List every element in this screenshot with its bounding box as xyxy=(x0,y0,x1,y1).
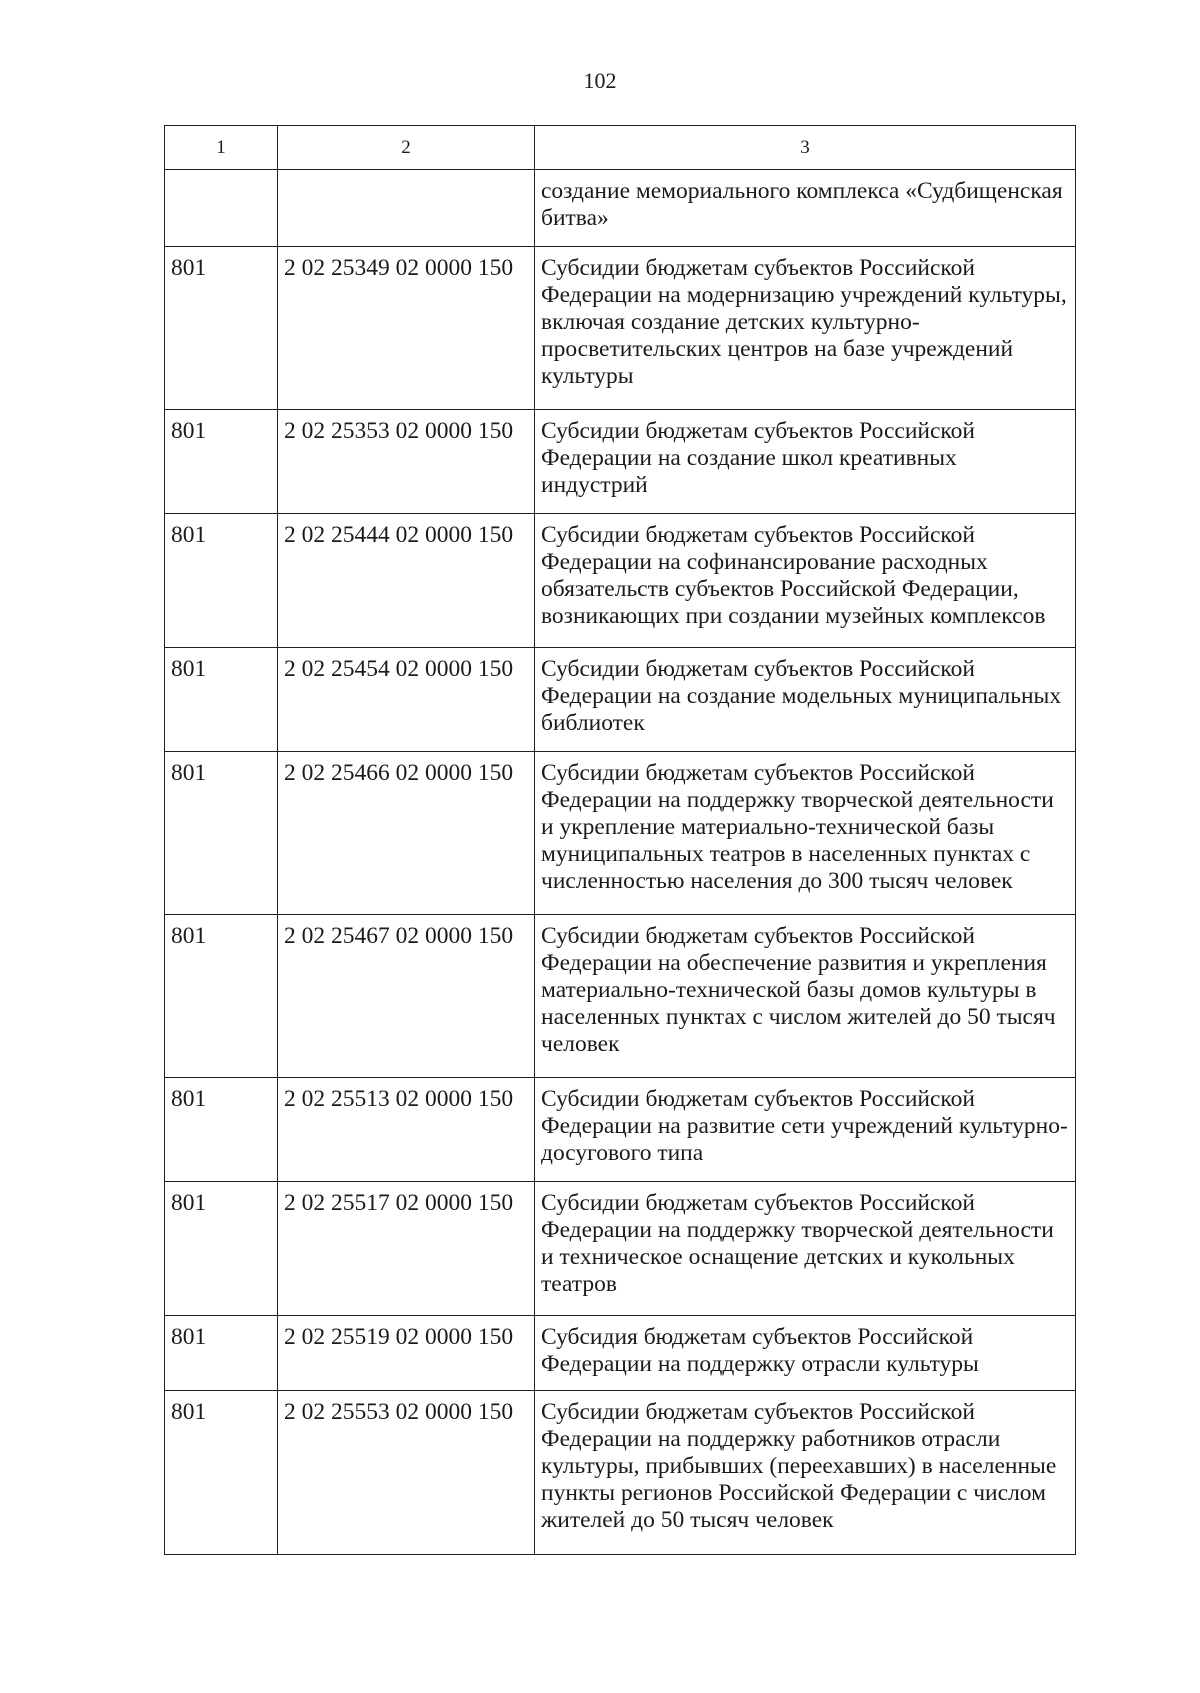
revenue-code-cell: 2 02 25466 02 0000 150 xyxy=(278,752,535,915)
column-header-1: 1 xyxy=(165,126,278,170)
revenue-code-cell: 2 02 25454 02 0000 150 xyxy=(278,648,535,752)
admin-code-cell: 801 xyxy=(165,1182,278,1316)
table-header-row xyxy=(165,126,1076,170)
admin-code-cell: 801 xyxy=(165,1316,278,1391)
description-cell: Субсидии бюджетам субъектов Российской Федерации на создание школ креативных индустрий xyxy=(535,410,1076,514)
revenue-code-cell: 2 02 25553 02 0000 150 xyxy=(278,1391,535,1555)
table-row xyxy=(165,648,1076,752)
description-cell: Субсидии бюджетам субъектов Российской Федерации на обеспечение развития и укрепления материально-технической базы домов культуры в населенных пунктах с числом жителей до 50 тысяч человек xyxy=(535,915,1076,1078)
description-cell: Субсидии бюджетам субъектов Российской Федерации на модернизацию учреждений культуры, включая создание детских культурно-просветительских центров на базе учреждений культуры xyxy=(535,247,1076,410)
admin-code-cell: 801 xyxy=(165,514,278,648)
table-row xyxy=(165,1391,1076,1555)
table-row xyxy=(165,1316,1076,1391)
column-header-3: 3 xyxy=(535,126,1076,170)
page-number: 102 xyxy=(583,68,617,93)
revenue-code-cell: 2 02 25513 02 0000 150 xyxy=(278,1078,535,1182)
admin-code-cell: 801 xyxy=(165,247,278,410)
admin-code-cell xyxy=(165,170,278,247)
description-cell: Субсидии бюджетам субъектов Российской Федерации на поддержку творческой деятельности и укрепление материально-технической базы муниципальных театров в населенных пунктах с численностью населения до 300 тысяч человек xyxy=(535,752,1076,915)
table-row xyxy=(165,1078,1076,1182)
description-cell: Субсидии бюджетам субъектов Российской Федерации на развитие сети учреждений культурно-досугового типа xyxy=(535,1078,1076,1182)
description-cell: Субсидии бюджетам субъектов Российской Федерации на создание модельных муниципальных библиотек xyxy=(535,648,1076,752)
revenue-code-cell: 2 02 25353 02 0000 150 xyxy=(278,410,535,514)
table-row xyxy=(165,514,1076,648)
revenue-code-cell: 2 02 25349 02 0000 150 xyxy=(278,247,535,410)
revenue-code-cell: 2 02 25517 02 0000 150 xyxy=(278,1182,535,1316)
admin-code-cell: 801 xyxy=(165,752,278,915)
table-row xyxy=(165,915,1076,1078)
table-row xyxy=(165,247,1076,410)
revenue-code-cell: 2 02 25519 02 0000 150 xyxy=(278,1316,535,1391)
revenue-code-cell xyxy=(278,170,535,247)
admin-code-cell: 801 xyxy=(165,1391,278,1555)
revenue-code-cell: 2 02 25444 02 0000 150 xyxy=(278,514,535,648)
description-cell: Субсидии бюджетам субъектов Российской Федерации на софинансирование расходных обязательств субъектов Российской Федерации, возникающих при создании музейных комплексов xyxy=(535,514,1076,648)
admin-code-cell: 801 xyxy=(165,410,278,514)
description-cell: Субсидии бюджетам субъектов Российской Федерации на поддержку творческой деятельности и техническое оснащение детских и кукольных театров xyxy=(535,1182,1076,1316)
description-cell: Субсидии бюджетам субъектов Российской Федерации на поддержку работников отрасли культуры, прибывших (переехавших) в населенные пункты регионов Российской Федерации с числом жителей до 50 тысяч человек xyxy=(535,1391,1076,1555)
description-cell: Субсидия бюджетам субъектов Российской Федерации на поддержку отрасли культуры xyxy=(535,1316,1076,1391)
admin-code-cell: 801 xyxy=(165,1078,278,1182)
revenue-code-cell: 2 02 25467 02 0000 150 xyxy=(278,915,535,1078)
table-row xyxy=(165,170,1076,247)
admin-code-cell: 801 xyxy=(165,648,278,752)
column-header-2: 2 xyxy=(278,126,535,170)
table-row xyxy=(165,752,1076,915)
table-row xyxy=(165,410,1076,514)
budget-codes-table xyxy=(164,125,1076,1555)
table-row xyxy=(165,1182,1076,1316)
admin-code-cell: 801 xyxy=(165,915,278,1078)
description-cell: создание мемориального комплекса «Судбищенская битва» xyxy=(535,170,1076,247)
